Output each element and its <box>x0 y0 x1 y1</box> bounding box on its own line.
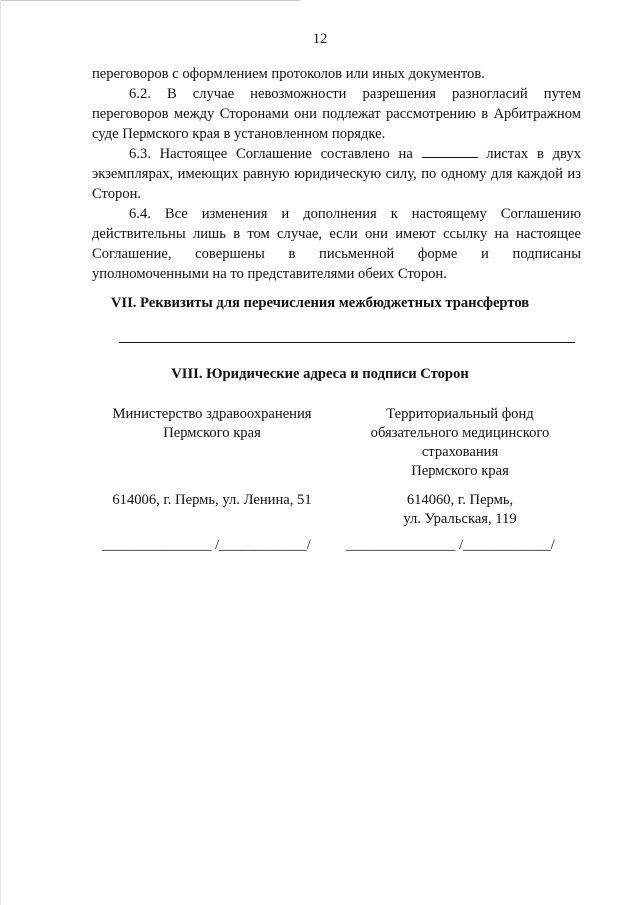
paragraph-6-3-end: листах в двух экземплярах, имеющих равную юридическую силу, по одному для каждой из Сторон. <box>92 146 581 202</box>
party-left-address <box>92 491 332 510</box>
party-left-address-line: 614006, г. Пермь, ул. Ленина, 51 <box>112 492 312 508</box>
party-left-name-line: Пермского края <box>163 425 261 441</box>
section-vii-title: VII. Реквизиты для перечисления межбюджетных трансфертов <box>110 295 530 311</box>
party-right-name-line: страхования <box>421 444 499 460</box>
page-number: 12 <box>312 31 328 47</box>
requisites-blank-line <box>119 342 575 343</box>
sheet-count-blank <box>422 145 478 158</box>
party-right-name <box>336 405 584 481</box>
party-right-name-line: Территориальный фонд <box>386 406 534 422</box>
scan-top-rule <box>0 0 300 1</box>
party-right-address-line: 614060, г. Пермь, <box>406 492 514 508</box>
paragraph-6-3 <box>92 144 581 204</box>
document-body <box>92 64 581 284</box>
party-right-address <box>336 491 584 529</box>
party-left-name <box>92 405 332 443</box>
party-left-signature-line: _______________ /____________/ <box>102 537 311 553</box>
party-right-address-line: ул. Уральская, 119 <box>403 511 517 527</box>
section-viii-title: VIII. Юридические адреса и подписи Сторон <box>171 366 469 382</box>
paragraph-6-4: 6.4. Все изменения и дополнения к настоящему Соглашению действительны лишь в том случае, если они имеют ссылку на настоящее Соглашение, совершены в письменной форме и подписаны уполномоченными на то представителями обеих Сторон. <box>92 206 581 282</box>
scan-left-edge <box>0 0 1 905</box>
party-right-name-line: обязательного медицинского <box>370 425 550 441</box>
party-right-signature-line: _______________ /____________/ <box>346 537 555 553</box>
paragraph-continuation: переговоров с оформлением протоколов или иных документов. <box>92 66 485 82</box>
party-right-name-line: Пермского края <box>411 463 509 479</box>
paragraph-6-3-start: 6.3. Настоящее Соглашение составлено на <box>129 146 422 162</box>
paragraph-6-2: 6.2. В случае невозможности разрешения разногласий путем переговоров между Сторонами они подлежат рассмотрению в Арбитражном суде Пермского края в установленном порядке. <box>92 86 581 142</box>
party-left-name-line: Министерство здравоохранения <box>112 406 312 422</box>
